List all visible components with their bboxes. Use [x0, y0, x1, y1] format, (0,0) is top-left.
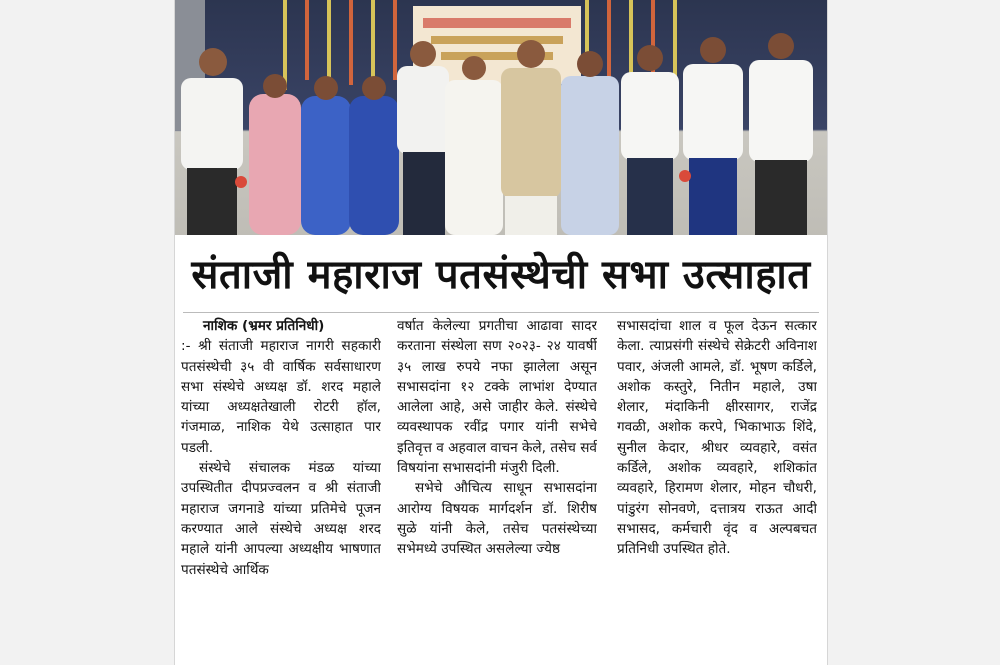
paragraph: सभासदांचा शाल व फूल देऊन सत्कार केला. त्याप्रसंगी संस्थेचे सेक्रेटरी अविनाश पवार, अंजली आमले, डॉ. भूषण कर्डिले, अशोक कस्तुरे, नितीन महाले, उषा शेलार, मंदाकिनी क्षीरसागर, राजेंद्र गवळी, अशोक करपे, भिकाभाऊ शिंदे, सुनील केदार, श्रीधर व्यवहारे, वसंत कर्डिले, अशोक व्यवहारे, शशिकांत व्यवहारे, हिरामण शेलार, मोहन चौधरी, पांडुरंग सोनवणे, दत्तात्रय राऊत आदी सभासद, कर्मचारी वृंद व अल्पबचत प्रतिनिधी उपस्थित होते.	[617, 318, 817, 558]
group-photo-illustration	[175, 0, 827, 235]
newspaper-clipping	[175, 0, 827, 665]
headline: संताजी महाराज पतसंस्थेची सभा उत्साहात	[191, 252, 811, 298]
article-body	[175, 316, 827, 665]
group-photo	[175, 0, 827, 235]
article-column-1	[181, 316, 381, 661]
article-column-3	[617, 316, 817, 661]
dateline: नाशिक (भ्रमर प्रतिनिधी)	[203, 318, 325, 334]
paragraph: संस्थेचे संचालक मंडळ यांच्या उपस्थितीत दीपप्रज्वलन व श्री संताजी महाराज जगनाडे यांच्या प्रतिमेचे पूजन करण्यात आले संस्थेचे अध्यक्ष शरद महाले यांनी आपल्या अध्यक्षीय भाषणात पतसंस्थेचे आर्थिक	[181, 460, 381, 578]
article-column-2	[397, 316, 597, 661]
paragraph: वर्षात केलेल्या प्रगतीचा आढावा सादर करताना संस्थेला सण २०२३- २४ यावर्षी ३५ लाख रुपये नफा झालेला असून सभासदांना १२ टक्के लाभांश देण्यात आलेला आहे, असे जाहीर केले. संस्थेचे व्यवस्थापक रवींद्र पगार यांनी सभेचे इतिवृत्त व अहवाल वाचन केले, तसेच सर्व विषयांना सभासदांनी मंजुरी दिली.	[397, 318, 597, 477]
divider	[183, 312, 819, 313]
paragraph: :- श्री संताजी महाराज नागरी सहकारी पतसंस्थेची ३५ वी वार्षिक सर्वसाधारण सभा संस्थेचे अध्यक्ष डॉ. शरद महाले यांच्या अध्यक्षतेखाली रोटरी हॉल, गंजमाळ, नाशिक येथे उत्साहात पार पडली.	[181, 338, 381, 456]
paragraph: सभेचे औचित्य साधून सभासदांना आरोग्य विषयक मार्गदर्शन डॉ. शिरीष सुळे यांनी केले, तसेच पतसंस्थेच्या सभेमध्ये उपस्थित असलेल्या ज्येष्ठ	[397, 480, 597, 558]
